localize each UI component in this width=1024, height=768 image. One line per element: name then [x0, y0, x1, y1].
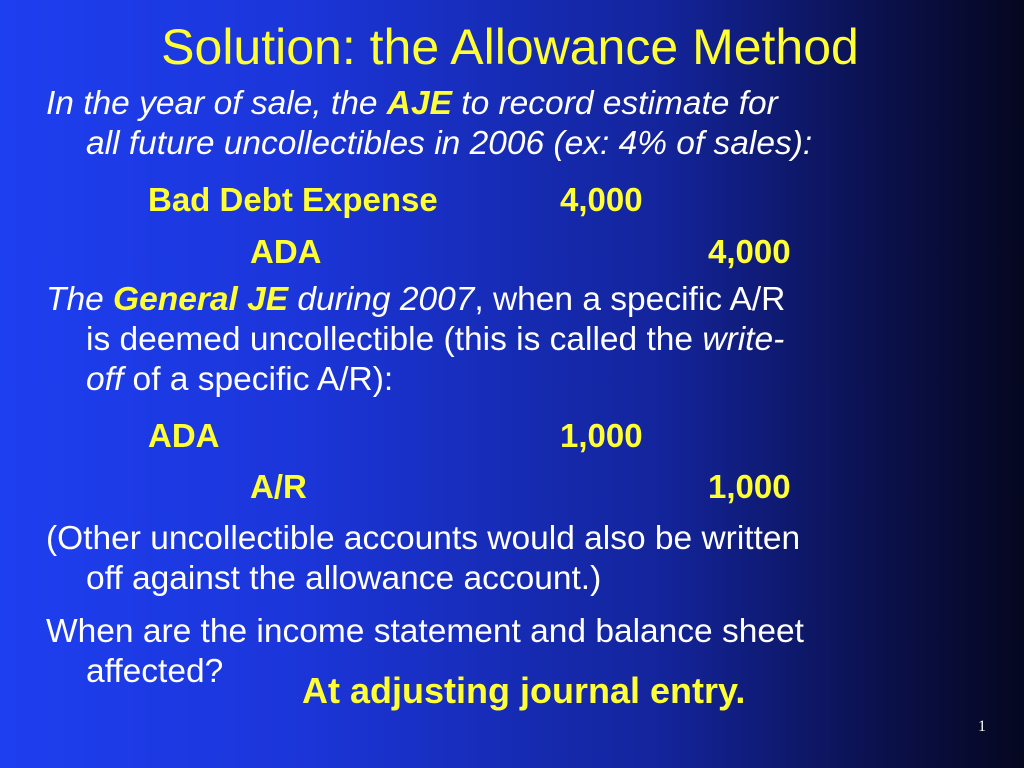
- entry1-credit-account: ADA: [250, 233, 322, 270]
- paragraph-aje-intro: [46, 84, 1021, 164]
- entry1-debit-amount: 4,000: [560, 181, 643, 218]
- entry2-debit-amount: 1,000: [560, 417, 643, 454]
- text-segment: during 2007: [288, 281, 475, 318]
- text-segment: write-: [702, 321, 785, 358]
- paragraph-line: (Other uncollectible accounts would also be written: [46, 520, 801, 557]
- entry1-credit-amount: 4,000: [708, 233, 791, 270]
- slide-title: Solution: the Allowance Method: [161, 19, 859, 75]
- paragraph-other-accounts: [46, 519, 1021, 599]
- paragraph-line: affected?: [86, 653, 224, 690]
- text-segment: to record estimate for: [451, 85, 778, 122]
- entry2-debit-account: ADA: [148, 417, 220, 454]
- text-segment: of a specific A/R):: [123, 361, 394, 398]
- paragraph-general-je: [46, 280, 1021, 400]
- keyword-general-je: General JE: [113, 281, 289, 318]
- entry1-debit-account: Bad Debt Expense: [148, 181, 438, 218]
- paragraph-line: [46, 84, 1021, 124]
- answer-text: At adjusting journal entry.: [302, 670, 746, 711]
- text-segment: is deemed uncollectible (this is called the: [86, 321, 703, 358]
- paragraph-line: [46, 360, 1021, 400]
- text-segment: , when a specific A/R: [474, 281, 786, 318]
- page-number: 1: [978, 718, 986, 735]
- paragraph-line: all future uncollectibles in 2006 (ex: 4% of sales):: [86, 125, 813, 162]
- text-segment: The: [46, 281, 114, 318]
- entry2-credit-amount: 1,000: [708, 468, 791, 505]
- text-segment: off: [86, 361, 124, 398]
- paragraph-line: [46, 280, 1021, 320]
- paragraph-line: [46, 320, 1021, 360]
- text-segment: In the year of sale, the: [46, 85, 387, 122]
- paragraph-line: off against the allowance account.): [86, 560, 602, 597]
- paragraph-line: When are the income statement and balance sheet: [46, 613, 804, 650]
- entry2-credit-account: A/R: [250, 468, 307, 505]
- keyword-aje: AJE: [386, 85, 452, 122]
